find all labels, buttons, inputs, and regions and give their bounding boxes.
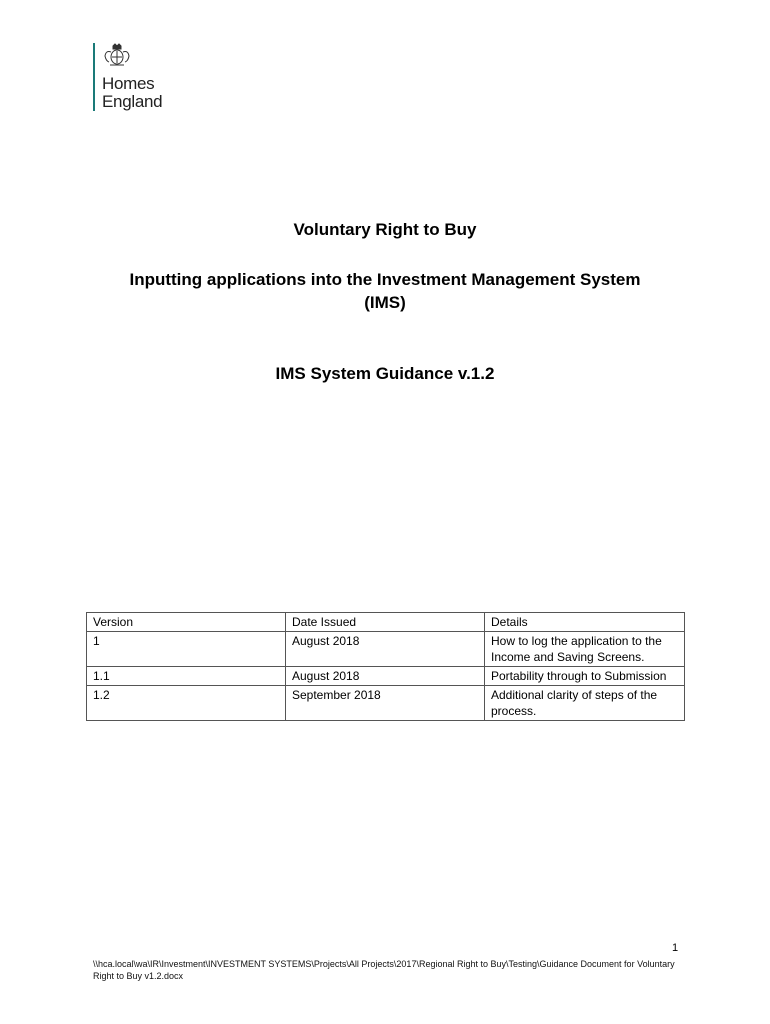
homes-england-logo: [93, 43, 163, 111]
table-cell: September 2018: [286, 686, 485, 721]
version-history-table: [86, 612, 685, 721]
table-cell: 1: [87, 632, 286, 667]
table-header-cell: Version: [87, 613, 286, 632]
royal-crest-icon: [102, 43, 132, 69]
footer-file-path: \\hca.local\wa\IR\Investment\INVESTMENT SYSTEMS\Projects\All Projects\2017\Regional Right to Buy\Testing\Guidance Document for Voluntary Right to Buy v1.2.docx: [93, 959, 675, 981]
table-cell: 1.1: [87, 667, 286, 686]
document-subtitle: [0, 268, 770, 314]
table-cell: Additional clarity of steps of the process.: [485, 686, 685, 721]
page-number: 1: [672, 942, 679, 954]
table-header-cell: Date Issued: [286, 613, 485, 632]
table-cell: August 2018: [286, 667, 485, 686]
table-header-row: [87, 613, 685, 632]
logo-wordmark: [102, 75, 162, 111]
table-header-cell: Details: [485, 613, 685, 632]
guidance-version-heading: IMS System Guidance v.1.2: [275, 364, 495, 383]
table-cell: 1.2: [87, 686, 286, 721]
subtitle-line-2: (IMS): [364, 293, 406, 312]
table-cell: August 2018: [286, 632, 485, 667]
document-title: Voluntary Right to Buy: [293, 220, 477, 239]
table-cell: How to log the application to the Income and Saving Screens.: [485, 632, 685, 667]
logo-line-2: England: [102, 92, 163, 111]
table-row: [87, 686, 685, 721]
table-cell: Portability through to Submission: [485, 667, 685, 686]
subtitle-line-1: Inputting applications into the Investment Management System: [129, 270, 641, 289]
table-row: [87, 667, 685, 686]
logo-line-1: Homes: [102, 74, 155, 93]
table-row: [87, 632, 685, 667]
